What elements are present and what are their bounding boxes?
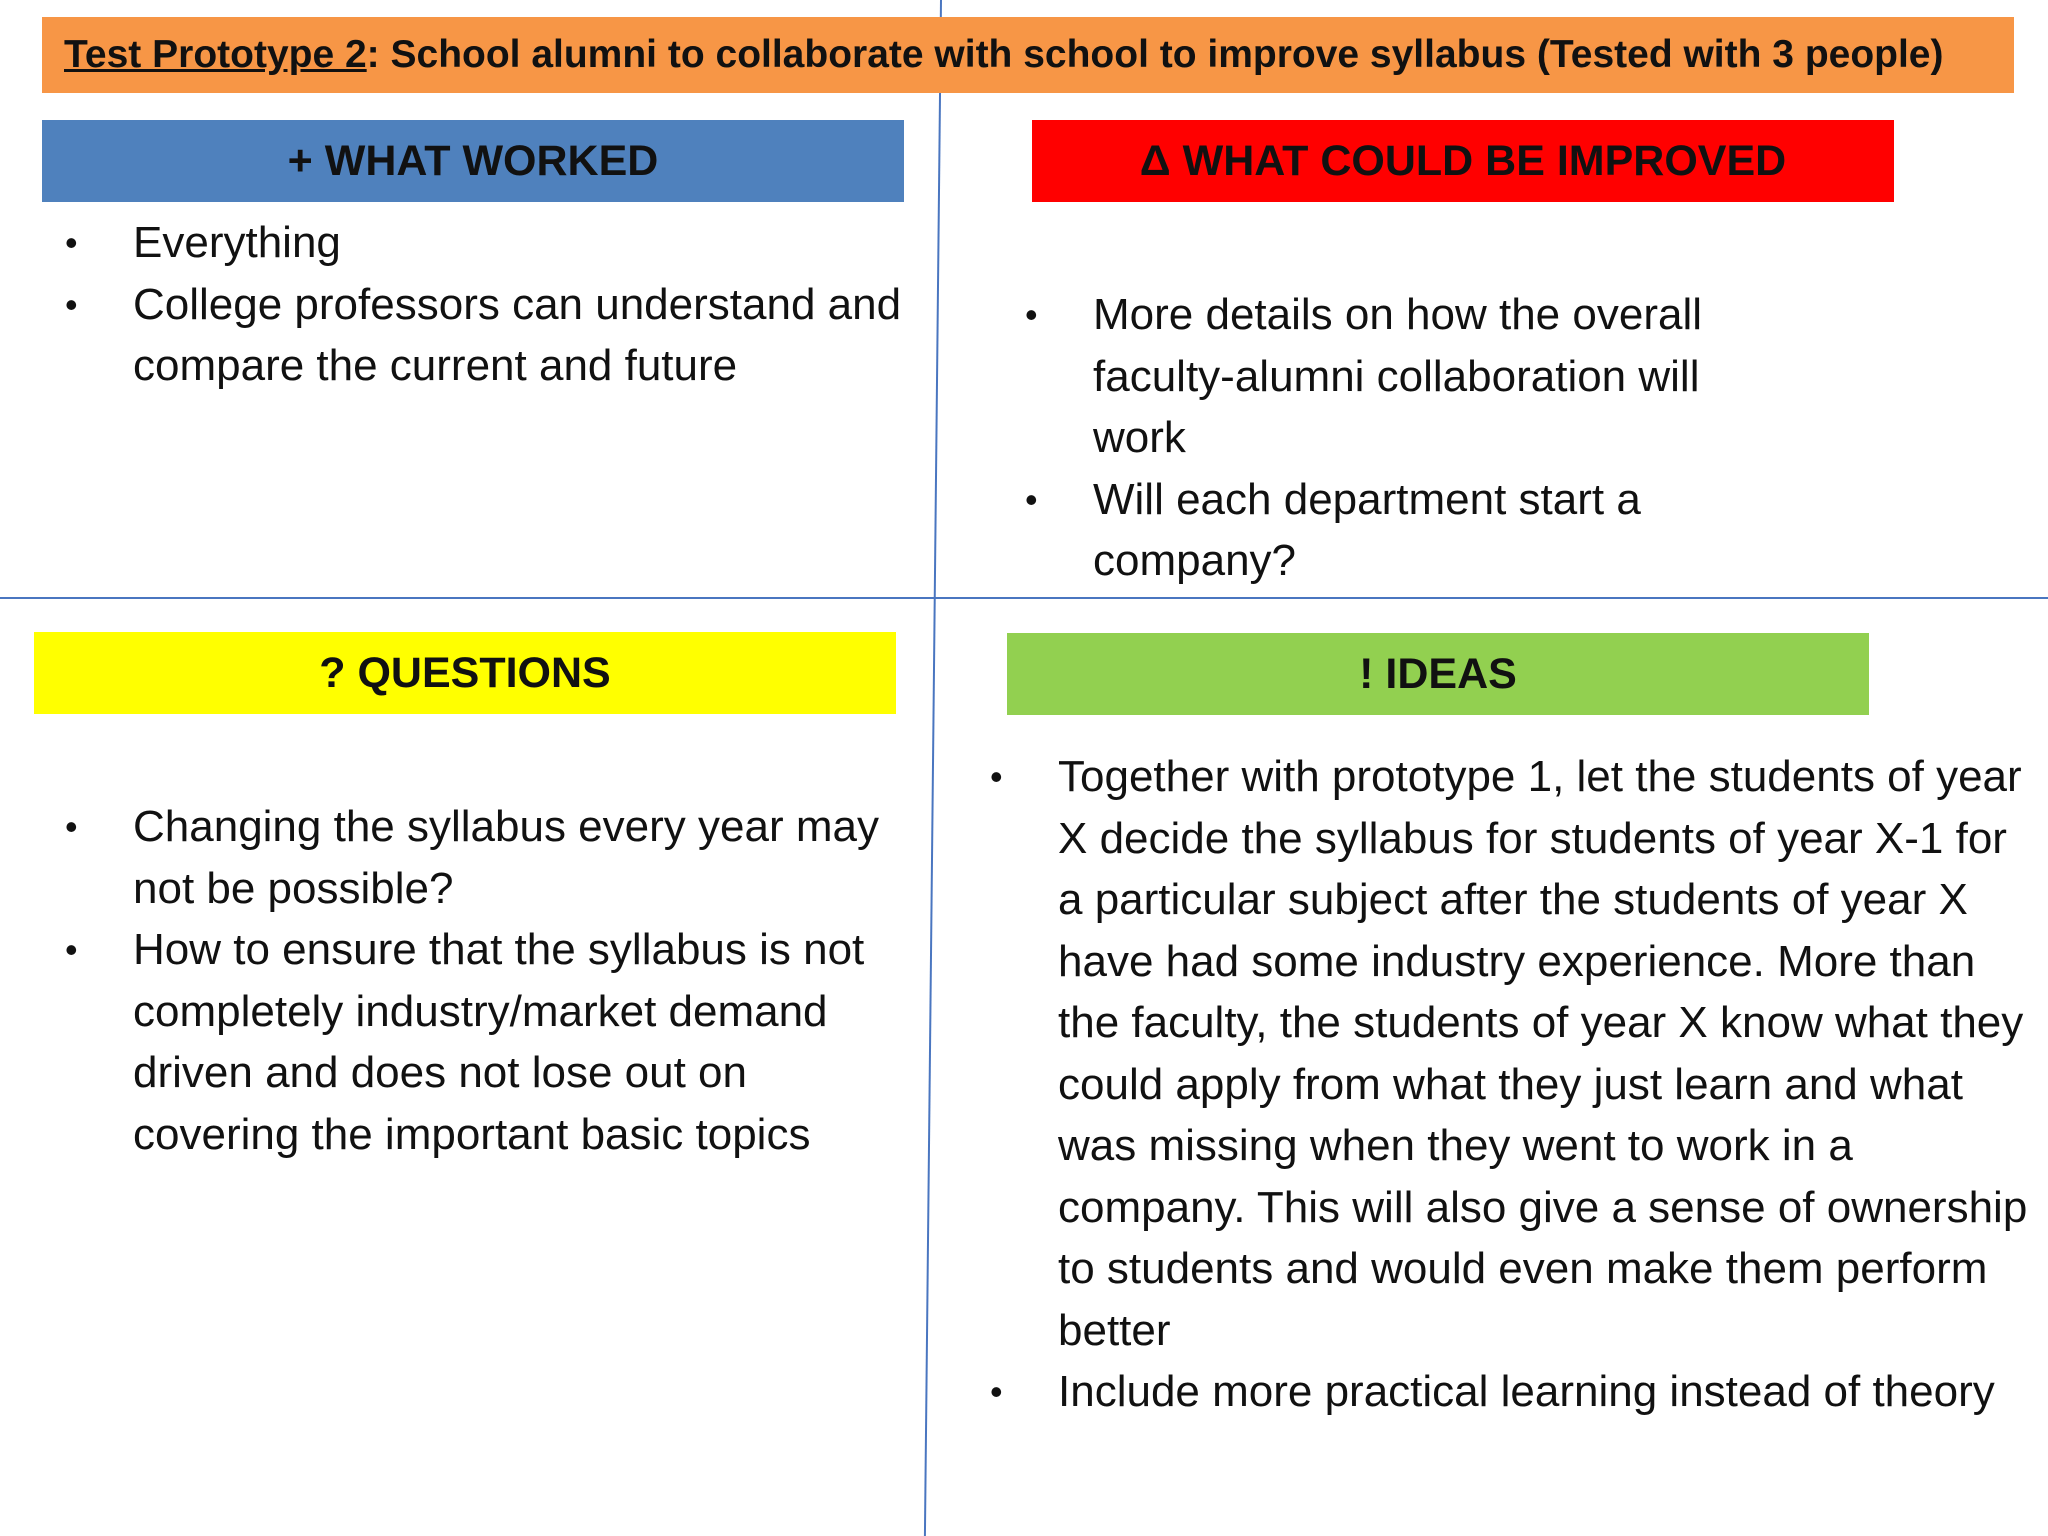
vertical-divider xyxy=(924,0,942,1536)
what-could-be-improved-heading: Δ WHAT COULD BE IMPROVED xyxy=(1032,120,1894,202)
what-worked-heading: + WHAT WORKED xyxy=(42,120,904,202)
bullet: • xyxy=(1025,294,1038,335)
list-item: • Together with prototype 1, let the students of year X decide the syllabus for students of year X-1 for a particular subject after the students of year X have had some industry experience. More than the faculty, the students of year X know what they could apply from what they just learn and what was missing when they went to work in a company. This will also give a sense of ownership to students and would even make them perform better xyxy=(980,746,2040,1361)
questions-list xyxy=(55,796,885,1165)
title-prefix: Test Prototype 2 xyxy=(64,33,367,76)
horizontal-divider xyxy=(0,597,2048,599)
list-item: • Changing the syllabus every year may not be possible? xyxy=(55,796,885,919)
what-could-be-improved-list xyxy=(1015,284,1795,592)
list-item: • Everything xyxy=(55,212,905,274)
bullet: • xyxy=(990,756,1003,797)
what-worked-list xyxy=(55,212,905,397)
bullet: • xyxy=(990,1371,1003,1412)
list-item: • College professors can understand and compare the current and future xyxy=(55,274,905,397)
list-item: • How to ensure that the syllabus is not completely industry/market demand driven and does not lose out on covering the important basic topics xyxy=(55,919,885,1165)
bullet: • xyxy=(1025,478,1038,520)
slide-title xyxy=(42,17,2014,93)
list-item: • More details on how the overall faculty-alumni collaboration will work xyxy=(1015,284,1795,469)
ideas-list xyxy=(980,746,2040,1423)
ideas-heading: ! IDEAS xyxy=(1007,633,1869,715)
bullet: • xyxy=(65,806,78,847)
bullet: • xyxy=(65,929,78,970)
list-item: • Will each department start a company? xyxy=(1015,469,1795,592)
bullet: • xyxy=(65,283,78,325)
list-item: • Include more practical learning instead of theory xyxy=(980,1361,2040,1423)
questions-heading: ? QUESTIONS xyxy=(34,632,896,714)
bullet: • xyxy=(65,222,78,263)
title-rest: : School alumni to collaborate with school to improve syllabus (Tested with 3 people) xyxy=(366,33,1944,76)
